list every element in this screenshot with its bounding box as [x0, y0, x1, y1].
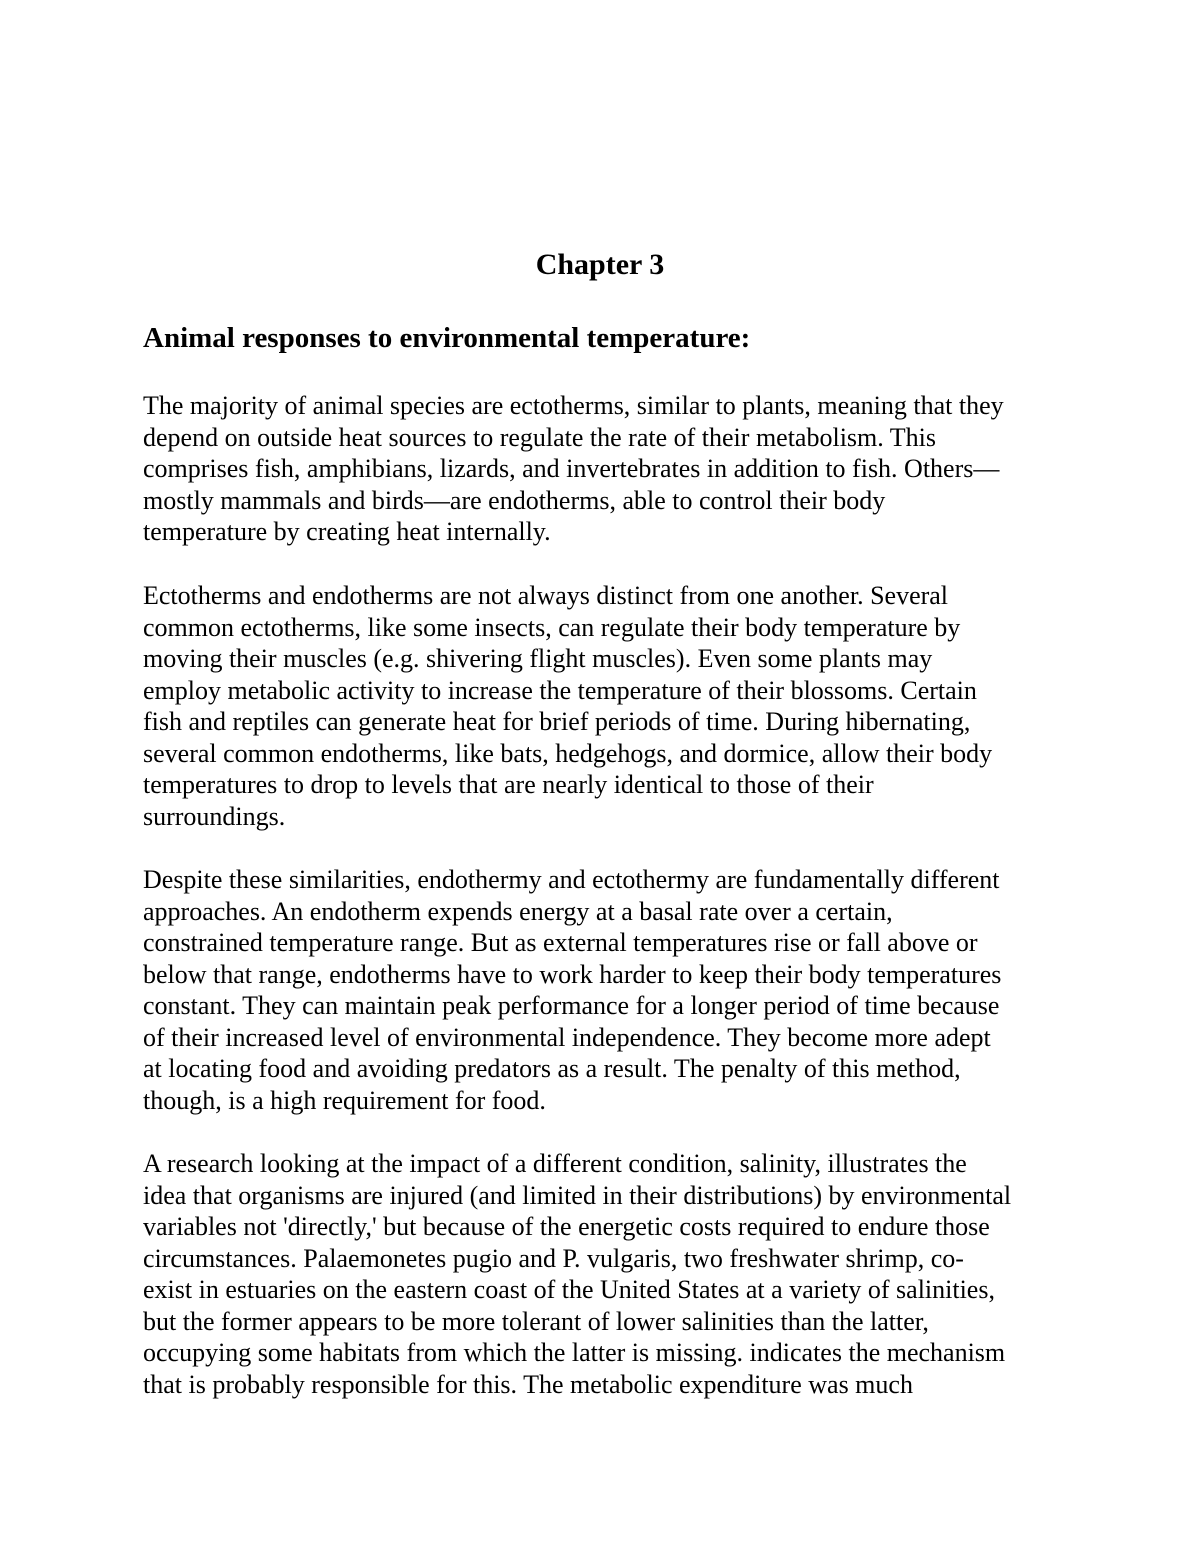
- paragraph-line: employ metabolic activity to increase the temperature of their blossoms. Certain: [143, 675, 977, 705]
- paragraph-line: moving their muscles (e.g. shivering flight muscles). Even some plants may: [143, 644, 933, 673]
- paragraph-line: exist in estuaries on the eastern coast of the United States at a variety of salinities,: [143, 1275, 995, 1304]
- paragraph-line: temperatures to drop to levels that are nearly identical to those of their: [143, 770, 874, 799]
- paragraph-line: approaches. An endotherm expends energy at a basal rate over a certain,: [143, 896, 893, 926]
- paragraph-line: that is probably responsible for this. The metabolic expenditure was much: [143, 1369, 913, 1399]
- paragraph-line: though, is a high requirement for food.: [143, 1085, 546, 1115]
- paragraph-1: [143, 390, 1073, 548]
- paragraph-2: [143, 580, 1073, 832]
- paragraph-line: A research looking at the impact of a different condition, salinity, illustrates the: [143, 1149, 967, 1178]
- paragraph-line: surroundings.: [143, 801, 286, 831]
- paragraph-line: mostly mammals and birds—are endotherms, able to control their body: [143, 485, 886, 515]
- section-heading: Animal responses to environmental temperature:: [143, 322, 751, 354]
- paragraph-line: constrained temperature range. But as external temperatures rise or fall above or: [143, 928, 978, 957]
- paragraph-line: comprises fish, amphibians, lizards, and invertebrates in addition to fish. Others—: [143, 454, 1000, 483]
- paragraph-line: but the former appears to be more tolerant of lower salinities than the latter,: [143, 1306, 929, 1336]
- paragraph-line: Ectotherms and endotherms are not always distinct from one another. Several: [143, 581, 949, 610]
- paragraph-line: Despite these similarities, endothermy and ectothermy are fundamentally different: [143, 865, 1000, 894]
- paragraph-line: constant. They can maintain peak performance for a longer period of time because: [143, 991, 1000, 1020]
- paragraph-line: circumstances. Palaemonetes pugio and P. vulgaris, two freshwater shrimp, co-: [143, 1243, 964, 1273]
- paragraph-4: [143, 1148, 1073, 1400]
- paragraph-line: several common endotherms, like bats, hedgehogs, and dormice, allow their body: [143, 738, 993, 768]
- paragraph-line: depend on outside heat sources to regulate the rate of their metabolism. This: [143, 422, 937, 452]
- chapter-title: Chapter 3: [535, 248, 665, 281]
- paragraph-line: fish and reptiles can generate heat for brief periods of time. During hibernating,: [143, 707, 971, 736]
- paragraph-line: below that range, endotherms have to work harder to keep their body temperatures: [143, 959, 1002, 989]
- paragraph-line: variables not 'directly,' but because of the energetic costs required to endure those: [143, 1212, 990, 1241]
- paragraph-line: temperature by creating heat internally.: [143, 517, 551, 546]
- paragraph-line: occupying some habitats from which the latter is missing. indicates the mechanism: [143, 1338, 1006, 1367]
- paragraph-line: The majority of animal species are ectotherms, similar to plants, meaning that they: [143, 391, 1004, 420]
- paragraph-line: common ectotherms, like some insects, can regulate their body temperature by: [143, 612, 961, 642]
- paragraph-line: of their increased level of environmental independence. They become more adept: [143, 1022, 991, 1052]
- paragraph-line: at locating food and avoiding predators as a result. The penalty of this method,: [143, 1054, 961, 1083]
- paragraph-line: idea that organisms are injured (and limited in their distributions) by environmental: [143, 1180, 1012, 1210]
- paragraph-3: [143, 864, 1073, 1116]
